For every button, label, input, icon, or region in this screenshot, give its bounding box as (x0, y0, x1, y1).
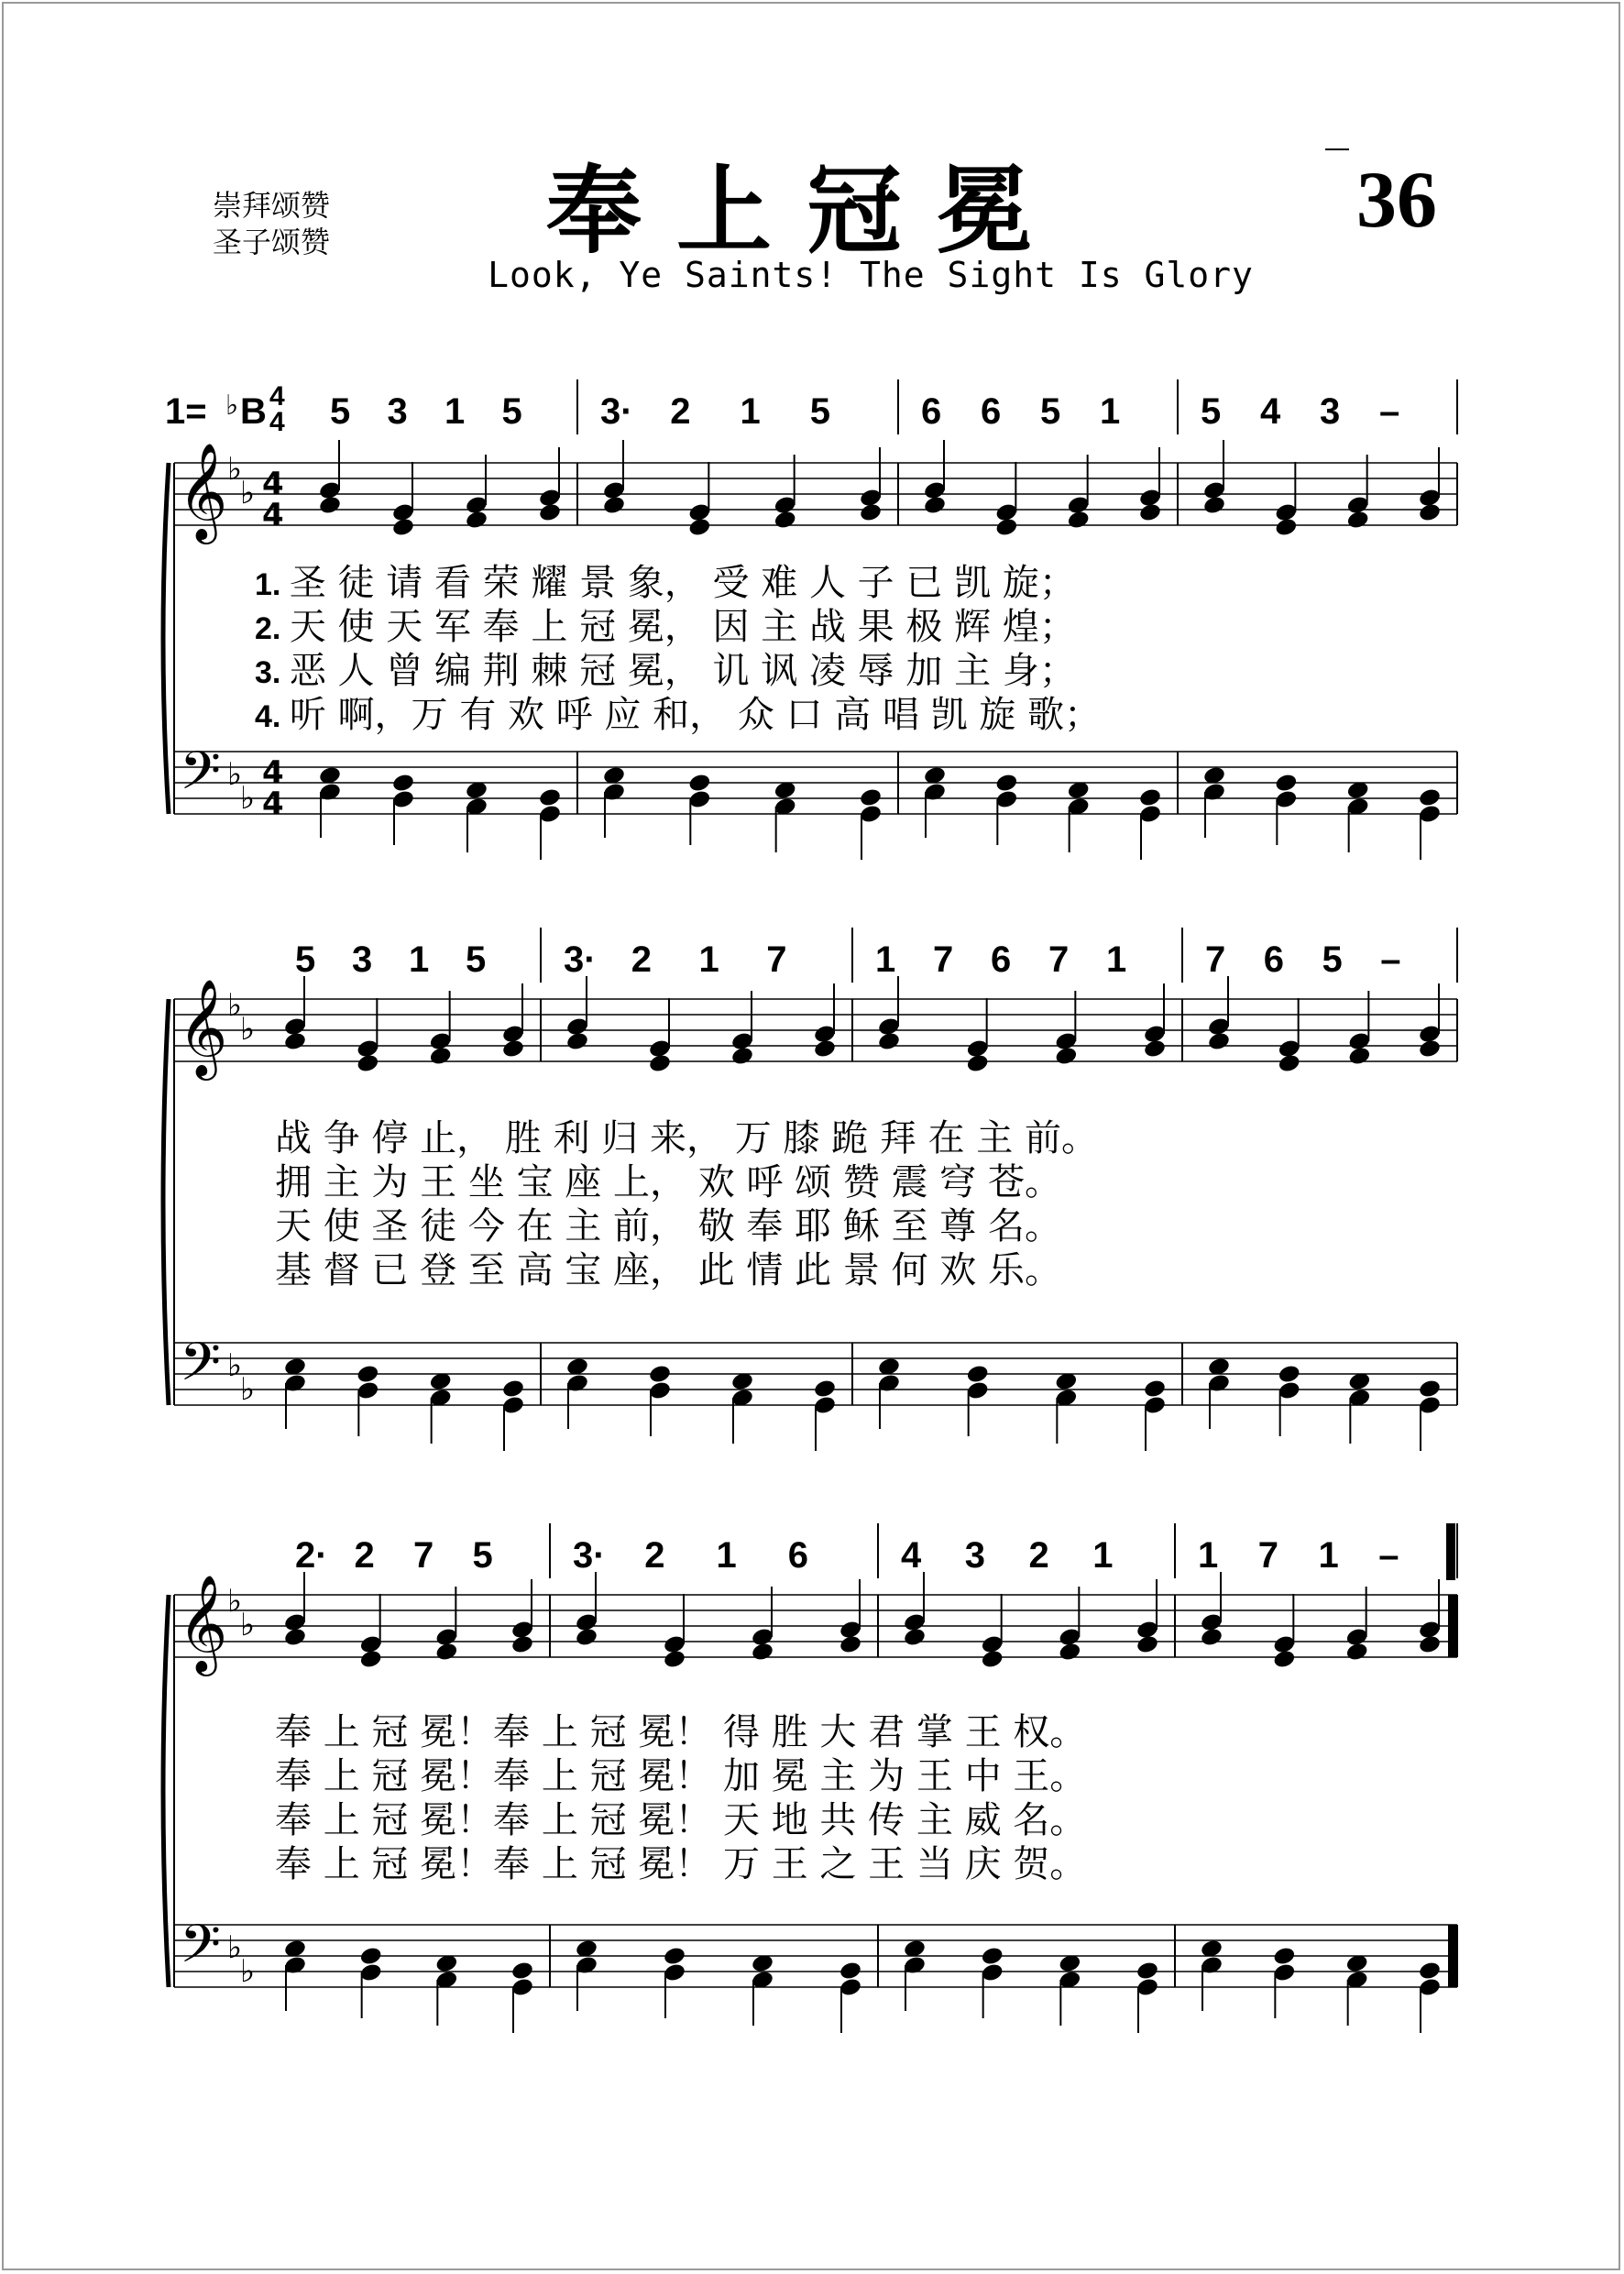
note-head (1346, 510, 1370, 531)
lyric-line: 天 使 圣 徒 今 在 主 前， 敬 奉 耶 稣 至 尊 名。 (275, 1205, 1062, 1247)
jianpu-note: 4 (901, 1535, 922, 1576)
jianpu-note: 7 (1205, 939, 1226, 980)
jianpu-note: 3 (352, 939, 373, 980)
bass-clef-icon: 𝄢 (180, 1331, 222, 1406)
jianpu-note: 1 (1198, 1535, 1219, 1576)
verse-number: 3. (255, 655, 290, 690)
jianpu-note: 7 (413, 1535, 434, 1576)
jianpu-note: 3· (573, 1535, 606, 1576)
note-head (774, 510, 797, 531)
jianpu-note: 5 (295, 939, 316, 980)
jianpu-note: 5 (472, 1535, 493, 1576)
jianpu-note: 2 (631, 939, 652, 980)
note-head (1418, 1038, 1442, 1060)
note-head (663, 1649, 686, 1670)
lyric-line (255, 649, 1076, 695)
note-head (1136, 1634, 1159, 1655)
note-head (391, 517, 415, 538)
time-signature-icon: 4 (262, 466, 284, 502)
jianpu-note: 6 (981, 391, 1002, 432)
jianpu-note: 3 (1320, 391, 1341, 432)
note-head (1272, 1649, 1296, 1670)
jianpu-note: 3 (387, 391, 408, 432)
note-head (859, 787, 883, 808)
flat-icon: ♭ (227, 756, 243, 793)
jianpu-note: 7 (766, 939, 787, 980)
note-head (877, 1031, 901, 1052)
jianpu-note: 1 (698, 939, 719, 980)
key-signature (165, 381, 285, 437)
note-head (1138, 502, 1162, 523)
treble-clef-icon: 𝄞 (178, 978, 228, 1076)
note-head (1143, 1038, 1167, 1060)
key-label: 1= (165, 391, 207, 432)
note-head (565, 1031, 589, 1052)
jianpu-note: 6 (787, 1535, 808, 1576)
lyric-line (255, 561, 1076, 607)
note-head (1274, 517, 1298, 538)
jianpu-note: 1 (1318, 1535, 1339, 1576)
lyric-text: 恶 人 曾 编 荆 棘 冠 冕， 讥 讽 凌 辱 加 主 身； (289, 650, 1076, 692)
time-signature-icon: 4 (262, 754, 284, 791)
note-head (1143, 1379, 1167, 1400)
note-head (1347, 1046, 1371, 1067)
jianpu-note: 6 (1263, 939, 1284, 980)
note-head (1200, 1627, 1223, 1648)
note-head (903, 1627, 927, 1648)
note-head (1278, 1364, 1301, 1385)
jianpu-note: 2 (644, 1535, 665, 1576)
jianpu-note: 3· (564, 939, 597, 980)
hymn-subtitle: Look, Ye Saints! The Sight Is Glory (488, 255, 1254, 295)
note-head (813, 1038, 837, 1060)
flat-icon: ♭ (240, 475, 256, 511)
jianpu-note: 4 (1260, 391, 1281, 432)
jianpu-note: 5 (330, 391, 351, 432)
note-head (318, 495, 342, 516)
flat-icon: ♭ (227, 987, 243, 1024)
jianpu-note: 2 (1028, 1535, 1049, 1576)
note-head (283, 1031, 307, 1052)
jianpu-note: – (1378, 1535, 1399, 1576)
jianpu-note: 5 (501, 391, 522, 432)
jianpu-note: 5 (1322, 939, 1343, 980)
note-head (1418, 787, 1442, 808)
jianpu-notation (295, 379, 1457, 1580)
jianpu-note: 5 (466, 939, 487, 980)
note-head (981, 1946, 1004, 1967)
jianpu-note: 6 (921, 391, 942, 432)
note-head (923, 495, 947, 516)
jianpu-note: 5 (809, 391, 830, 432)
jianpu-note: 7 (933, 939, 954, 980)
jianpu-note: 6 (991, 939, 1012, 980)
note-head (356, 1364, 379, 1385)
note-head (359, 1649, 383, 1670)
note-head (429, 1046, 453, 1067)
hymn-number: 36 (1356, 156, 1437, 245)
final-barline (1446, 1523, 1455, 1580)
flat-icon: ♭ (227, 1347, 243, 1384)
note-head (1418, 1379, 1442, 1400)
note-head (839, 1961, 862, 1982)
note-head (283, 1627, 307, 1648)
jianpu-note: 3 (964, 1535, 985, 1576)
note-head (1272, 1946, 1296, 1967)
note-head (1202, 495, 1226, 516)
jianpu-note: 1 (1100, 391, 1121, 432)
jianpu-note: 5 (1201, 391, 1222, 432)
note-head (981, 1649, 1004, 1670)
jianpu-note: 2 (354, 1535, 375, 1576)
system-brace (163, 463, 169, 814)
note-head (687, 773, 711, 794)
note-head (966, 1053, 990, 1074)
note-head (730, 1046, 754, 1067)
lyric-line (255, 605, 1076, 651)
jianpu-note: 2 (670, 391, 691, 432)
note-head (966, 1364, 990, 1385)
jianpu-note: 1 (740, 391, 761, 432)
note-head (510, 1634, 534, 1655)
note-head (994, 773, 1018, 794)
jianpu-note: 1 (409, 939, 430, 980)
note-head (359, 1946, 383, 1967)
note-head (687, 517, 711, 538)
note-head (391, 773, 415, 794)
jianpu-note: 1 (875, 939, 896, 980)
flat-icon: ♭ (240, 1011, 256, 1048)
lyric-line: 奉 上 冠 冕！奉 上 冠 冕！ 万 王 之 王 当 庆 贺。 (275, 1843, 1087, 1885)
note-head (1345, 1642, 1369, 1663)
lyric-line: 战 争 停 止， 胜 利 归 来， 万 膝 跪 拜 在 主 前。 (275, 1117, 1099, 1159)
note-head (1418, 502, 1442, 523)
time-top: 4 (269, 381, 285, 412)
note-head (602, 495, 626, 516)
jianpu-note: 7 (1048, 939, 1070, 980)
jianpu-note: 5 (1040, 391, 1061, 432)
treble-clef-icon: 𝄞 (178, 1574, 228, 1672)
note-head (538, 502, 562, 523)
note-head (501, 1379, 525, 1400)
jianpu-note: 1 (1106, 939, 1127, 980)
note-head (994, 517, 1018, 538)
note-head (538, 787, 562, 808)
jianpu-note: 1 (1092, 1535, 1114, 1576)
lyric-text: 听 啊，万 有 欢 呼 应 和， 众 口 高 唱 凯 旋 歌； (289, 694, 1102, 736)
flat-icon: ♭ (240, 1371, 256, 1408)
note-head (356, 1053, 379, 1074)
note-head (813, 1379, 837, 1400)
lyric-line: 奉 上 冠 冕！奉 上 冠 冕！ 得 胜 大 君 掌 王 权。 (275, 1711, 1087, 1753)
lyric-line (255, 693, 1101, 739)
note-head (1274, 773, 1298, 794)
note-head (751, 1642, 774, 1663)
note-head (1136, 1961, 1159, 1982)
lyric-text: 圣 徒 请 看 荣 耀 景 象， 受 难 人 子 已 凯 旋； (289, 562, 1076, 604)
time-signature-icon: 4 (262, 785, 284, 822)
final-barline (1448, 1925, 1456, 1987)
jianpu-note: 3· (600, 391, 633, 432)
note-head (859, 502, 883, 523)
note-head (575, 1627, 598, 1648)
system-brace (163, 1595, 169, 1987)
lyric-line: 奉 上 冠 冕！奉 上 冠 冕！ 天 地 共 传 主 威 名。 (275, 1799, 1087, 1841)
flat-sign: ♭ (225, 390, 239, 421)
jianpu-note: 1 (716, 1535, 737, 1576)
key-note: B (240, 391, 267, 432)
note-head (648, 1364, 672, 1385)
bass-clef-icon: 𝄢 (180, 1913, 222, 1988)
note-head (663, 1946, 686, 1967)
note-head (510, 1961, 534, 1982)
note-head (1067, 510, 1091, 531)
verse-number: 1. (255, 567, 290, 602)
jianpu-note: 1 (444, 391, 466, 432)
note-head (434, 1642, 458, 1663)
lyric-line: 奉 上 冠 冕！奉 上 冠 冕！ 加 冕 主 为 王 中 王。 (275, 1755, 1087, 1797)
flat-icon: ♭ (227, 1583, 243, 1620)
flat-icon: ♭ (240, 780, 256, 817)
lyric-text: 天 使 天 军 奉 上 冠 冕， 因 主 战 果 极 辉 煌； (289, 606, 1076, 648)
note-head (1418, 1634, 1442, 1655)
note-head (1058, 1642, 1081, 1663)
flat-icon: ♭ (240, 1607, 256, 1643)
flat-icon: ♭ (240, 1953, 256, 1990)
flat-icon: ♭ (227, 1929, 243, 1966)
note-head (501, 1038, 525, 1060)
jianpu-note: – (1380, 939, 1401, 980)
category-primary: 崇拜颂赞 (213, 188, 331, 223)
note-head (839, 1634, 862, 1655)
bass-clef-icon: 𝄢 (180, 740, 222, 815)
system-brace (163, 999, 169, 1405)
jianpu-note: – (1379, 391, 1400, 432)
time-bottom: 4 (269, 407, 285, 437)
lyric-line: 基 督 已 登 至 高 宝 座， 此 情 此 景 何 欢 乐。 (275, 1249, 1062, 1291)
note-head (1418, 1961, 1442, 1982)
verse-number: 2. (255, 611, 290, 646)
note-head (1207, 1031, 1231, 1052)
note-head (1138, 787, 1162, 808)
time-signature-icon: 4 (262, 497, 284, 533)
jianpu-note: 7 (1257, 1535, 1278, 1576)
lyric-line: 拥 主 为 王 坐 宝 座 上， 欢 呼 颂 赞 震 穹 苍。 (275, 1161, 1062, 1203)
note-head (465, 510, 488, 531)
hymn-title: 奉上冠冕 (545, 154, 1067, 267)
flat-icon: ♭ (227, 451, 243, 488)
note-head (1054, 1046, 1078, 1067)
jianpu-note: 2· (295, 1535, 328, 1576)
treble-clef-icon: 𝄞 (178, 442, 228, 540)
verse-number: 4. (255, 699, 290, 734)
note-head (648, 1053, 672, 1074)
category-secondary: 圣子颂赞 (213, 225, 331, 259)
note-head (1278, 1053, 1301, 1074)
final-barline (1448, 1595, 1456, 1657)
